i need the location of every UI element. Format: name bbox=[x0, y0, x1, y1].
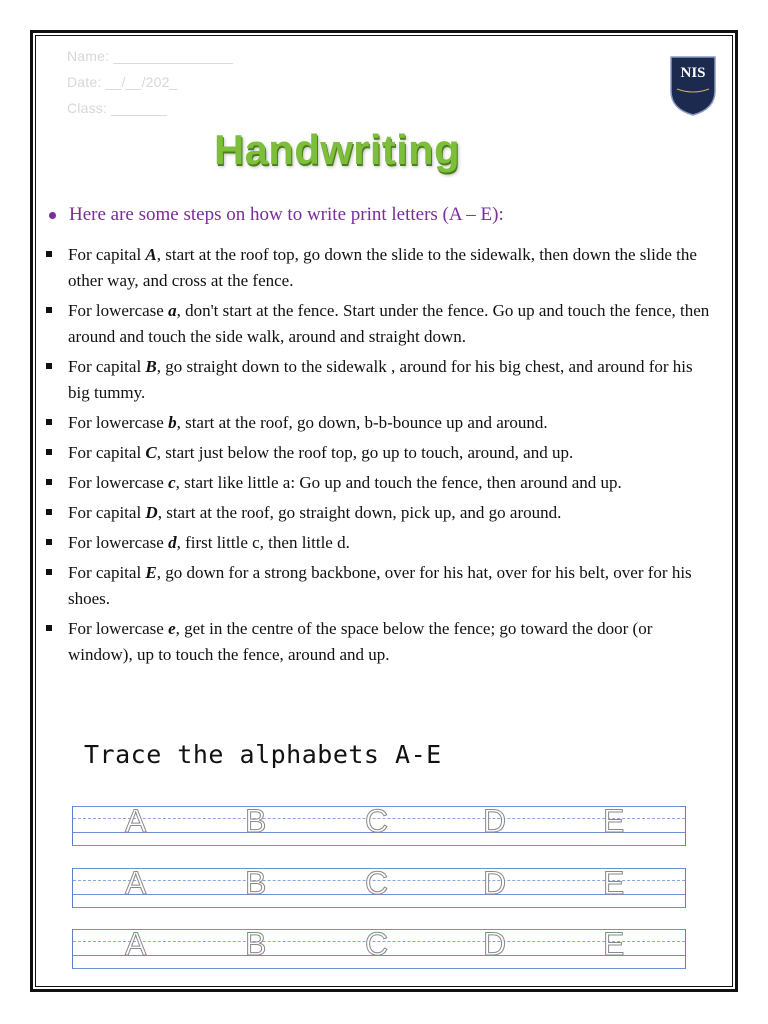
step-item bbox=[46, 298, 716, 350]
trace-letter[interactable]: A bbox=[125, 865, 147, 901]
step-item bbox=[46, 410, 716, 436]
trace-letter[interactable]: A bbox=[125, 926, 147, 962]
step-text: , start at the roof top, go down the slide to the sidewalk, then down the slide the other way, and cross at the fence. bbox=[68, 245, 697, 290]
trace-letter[interactable]: C bbox=[365, 926, 389, 962]
name-field: Name: _______________ bbox=[67, 48, 234, 64]
step-letter: D bbox=[145, 503, 158, 522]
steps-list bbox=[46, 242, 716, 672]
step-text: For lowercase bbox=[68, 533, 169, 552]
bullet-icon bbox=[49, 212, 56, 219]
step-item bbox=[46, 530, 716, 556]
intro-text bbox=[46, 204, 504, 226]
step-letter: A bbox=[145, 245, 157, 264]
step-text: , go down for a strong backbone, over for his hat, over for his belt, over for his shoes. bbox=[68, 563, 692, 608]
square-bullet-icon bbox=[46, 251, 52, 257]
step-letter: a bbox=[168, 301, 177, 320]
step-text: For capital bbox=[68, 357, 146, 376]
square-bullet-icon bbox=[46, 625, 52, 631]
step-item bbox=[46, 470, 716, 496]
square-bullet-icon bbox=[46, 307, 52, 313]
trace-letter[interactable]: E bbox=[603, 926, 625, 962]
square-bullet-icon bbox=[46, 363, 52, 369]
step-text: For capital bbox=[68, 563, 146, 582]
step-letter: d bbox=[168, 533, 177, 552]
square-bullet-icon bbox=[46, 419, 52, 425]
step-text: For lowercase bbox=[68, 301, 169, 320]
step-letter: c bbox=[168, 473, 176, 492]
trace-row bbox=[72, 865, 686, 908]
step-text: For capital bbox=[68, 443, 146, 462]
step-text: For capital bbox=[68, 245, 146, 264]
step-item bbox=[46, 242, 716, 294]
step-text: For lowercase bbox=[68, 413, 169, 432]
step-text: For lowercase bbox=[68, 619, 169, 638]
intro-label: Here are some steps on how to write print letters (A – E): bbox=[69, 204, 504, 225]
step-item bbox=[46, 440, 716, 466]
trace-letter[interactable]: C bbox=[365, 803, 389, 839]
guide-line bbox=[73, 968, 685, 969]
trace-letter[interactable]: B bbox=[245, 926, 267, 962]
trace-letter[interactable]: B bbox=[245, 865, 267, 901]
trace-letter[interactable]: D bbox=[483, 865, 507, 901]
square-bullet-icon bbox=[46, 449, 52, 455]
trace-letter[interactable]: D bbox=[483, 926, 507, 962]
guide-line bbox=[73, 845, 685, 846]
trace-letter[interactable]: E bbox=[603, 865, 625, 901]
step-text: , get in the centre of the space below the fence; go toward the door (or window), up to touch the fence, around and up. bbox=[68, 619, 653, 664]
trace-title: Trace the alphabets A-E bbox=[84, 740, 442, 769]
step-item bbox=[46, 560, 716, 612]
step-letter: e bbox=[168, 619, 176, 638]
square-bullet-icon bbox=[46, 509, 52, 515]
guide-line bbox=[73, 907, 685, 908]
page-title: Handwriting bbox=[214, 126, 460, 173]
step-letter: C bbox=[145, 443, 157, 462]
square-bullet-icon bbox=[46, 479, 52, 485]
step-item bbox=[46, 616, 716, 668]
step-text: , start at the roof, go straight down, pick up, and go around. bbox=[157, 503, 562, 522]
trace-letter[interactable]: A bbox=[125, 803, 147, 839]
step-text: , first little c, then little d. bbox=[176, 533, 350, 552]
square-bullet-icon bbox=[46, 569, 52, 575]
class-field: Class: _______ bbox=[67, 100, 168, 116]
step-text: , start like little a: Go up and touch the fence, then around and up. bbox=[175, 473, 622, 492]
school-logo-icon bbox=[669, 55, 717, 117]
trace-letter[interactable]: D bbox=[483, 803, 507, 839]
step-text: , start at the roof, go down, b-b-bounce up and around. bbox=[176, 413, 548, 432]
step-text: For capital bbox=[68, 503, 146, 522]
step-text: , go straight down to the sidewalk , around for his big chest, and around for his big tummy. bbox=[68, 357, 693, 402]
square-bullet-icon bbox=[46, 539, 52, 545]
trace-letter[interactable]: B bbox=[245, 803, 267, 839]
step-text: , don't start at the fence. Start under the fence. Go up and touch the fence, then around and touch the side walk, around and straight down. bbox=[68, 301, 710, 346]
trace-letter[interactable]: C bbox=[365, 865, 389, 901]
step-item bbox=[46, 500, 716, 526]
trace-row bbox=[72, 803, 686, 846]
step-item bbox=[46, 354, 716, 406]
step-letter: b bbox=[168, 413, 177, 432]
step-text: For lowercase bbox=[68, 473, 169, 492]
trace-letter[interactable]: E bbox=[603, 803, 625, 839]
trace-row bbox=[72, 926, 686, 969]
step-text: , start just below the roof top, go up to touch, around, and up. bbox=[156, 443, 574, 462]
date-field: Date: __/__/202_ bbox=[67, 74, 178, 90]
step-letter: B bbox=[145, 357, 157, 376]
logo-text: NIS bbox=[680, 65, 706, 81]
step-letter: E bbox=[145, 563, 157, 582]
